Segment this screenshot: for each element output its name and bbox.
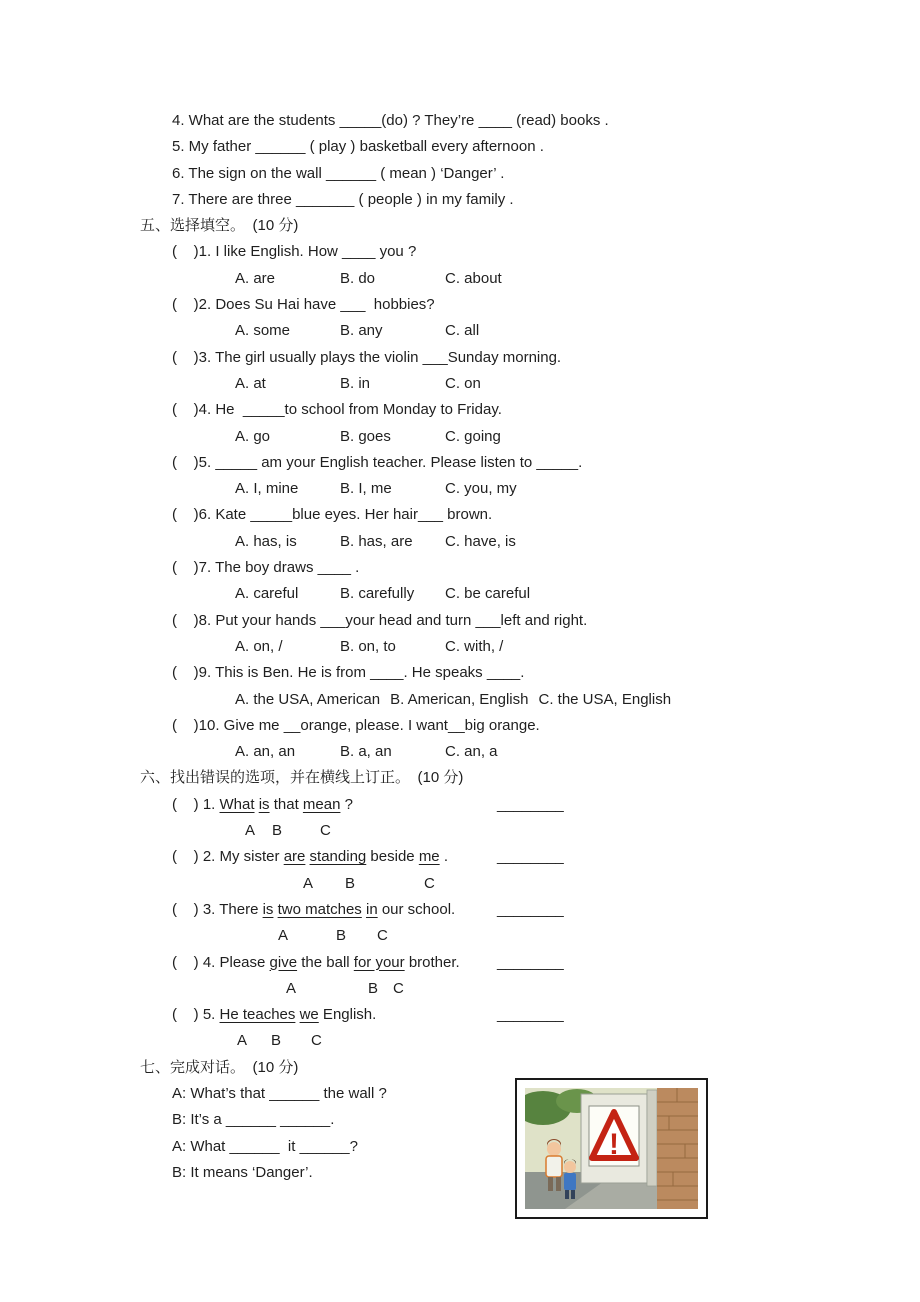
letter-a: A [245,822,256,840]
error-item-5 [0,1002,920,1028]
gate-post [647,1090,657,1186]
segment: the ball [297,953,354,971]
segment: beside [366,848,419,866]
correction-blank: ________ [497,1006,564,1024]
underlined-word: What [219,795,255,813]
underlined-word: standing [309,848,367,866]
dialogue-line-4: B: It means ‘Danger’. [172,1163,313,1181]
option-a: A. an, an [235,743,296,761]
correction-blank: ________ [497,795,564,813]
option-b: B. American, English [390,690,529,708]
choice-options-6 [0,529,920,555]
segment: ? [340,795,353,813]
option-a: A. some [235,322,291,340]
option-a: A. the USA, American [235,690,381,708]
choice-options-9 [0,687,920,713]
abc-row-2 [0,871,920,897]
option-b: B. has, are [340,532,413,550]
letter-b: B [336,927,347,945]
segment: ( ) 2. My sister [172,848,284,866]
letter-a: A [278,927,289,945]
danger-sign-picture [515,1078,708,1219]
underlined-word: are [283,848,306,866]
letter-c: C [424,874,435,892]
abc-row-1 [0,818,920,844]
option-c: C. going [445,427,501,445]
option-a: A. has, is [235,532,297,550]
option-c: C. you, my [445,480,517,498]
letter-b: B [271,1032,282,1050]
option-c: C. the USA, English [538,690,672,708]
option-a: A. I, mine [235,480,299,498]
letter-c: C [311,1032,322,1050]
underlined-word: give [269,953,298,971]
segment: ( ) 1. [172,795,220,813]
letter-b: B [272,822,283,840]
choice-options-7 [0,581,920,607]
option-a: A. are [235,269,276,287]
segment: . [439,848,448,866]
option-b: B. goes [340,427,391,445]
letter-a: A [237,1032,248,1050]
underlined-word: for your [353,953,405,971]
underlined-word: is [258,795,270,813]
segment: ( ) 5. [172,1006,220,1024]
option-b: B. on, to [340,637,396,655]
option-a: A. at [235,374,266,392]
letter-b: B [368,979,379,997]
underlined-word: me [418,848,440,866]
choice-question-10: ( )10. Give me __orange, please. I want__big orange. [172,716,540,734]
choice-options-5 [0,476,920,502]
choice-options-2 [0,318,920,344]
error-item-3 [0,897,920,923]
choice-question-5: ( )5. _____ am your English teacher. Please listen to _____. [172,453,583,471]
choice-question-2: ( )2. Does Su Hai have ___ hobbies? [172,296,435,314]
letter-c: C [320,822,331,840]
segment: ( ) 3. There [172,900,263,918]
option-c: C. an, a [445,743,498,761]
correction-blank: ________ [497,900,564,918]
section6-heading: 六、找出错误的选项，并在横线上订正。 (10 分) [140,769,464,787]
choice-options-3 [0,371,920,397]
segment: our school. [377,900,456,918]
choice-options-10 [0,739,920,765]
fill-blank-item-5: 5. My father ______ ( play ) basketball every afternoon . [172,138,544,156]
abc-row-5 [0,1028,920,1054]
option-b: B. a, an [340,743,392,761]
option-a: A. go [235,427,271,445]
choice-options-8 [0,634,920,660]
letter-c: C [377,927,388,945]
underlined-word: in [365,900,378,918]
exclamation-mark: ! [609,1128,619,1161]
option-c: C. have, is [445,532,516,550]
letter-a: A [286,979,297,997]
letter-a: A [303,874,314,892]
abc-row-4 [0,976,920,1002]
segment: ( ) 4. Please [172,953,270,971]
segment: English. [318,1006,377,1024]
option-a: A. careful [235,585,299,603]
abc-row-3 [0,923,920,949]
option-b: B. do [340,269,376,287]
section5-heading: 五、选择填空。 (10 分) [140,217,299,235]
segment: that [269,795,303,813]
choice-question-9: ( )9. This is Ben. He is from ____. He speaks ____. [172,664,525,682]
option-b: B. I, me [340,480,392,498]
option-c: C. about [445,269,502,287]
choice-question-1: ( )1. I like English. How ____ you ? [172,243,417,261]
dialogue-line-1: A: What’s that ______ the wall ? [172,1084,387,1102]
underlined-word: He teaches [219,1006,296,1024]
brick-wall [657,1088,698,1209]
underlined-word: two matches [277,900,362,918]
choice-options-1 [0,266,920,292]
correction-blank: ________ [497,953,564,971]
danger-sign-illustration [525,1088,698,1209]
option-a: A. on, / [235,637,283,655]
choice-options-4 [0,424,920,450]
letter-c: C [393,979,404,997]
fill-blank-item-7: 7. There are three _______ ( people ) in my family . [172,190,514,208]
letter-b: B [345,874,356,892]
choice-question-6: ( )6. Kate _____blue eyes. Her hair___ brown. [172,506,493,524]
dialogue-line-2: B: It’s a ______ ______. [172,1111,335,1129]
error-item-1 [0,792,920,818]
fill-blank-item-4: 4. What are the students _____(do) ? They’re ____ (read) books . [172,112,609,129]
option-b: B. any [340,322,383,340]
option-b: B. carefully [340,585,415,603]
choice-question-3: ( )3. The girl usually plays the violin ___Sunday morning. [172,348,562,366]
error-item-4 [0,950,920,976]
choice-question-4: ( )4. He _____to school from Monday to Friday. [172,401,502,419]
underlined-word: is [262,900,274,918]
dialogue-line-3: A: What ______ it ______? [172,1137,358,1155]
underlined-word: mean [302,795,341,813]
choice-question-7: ( )7. The boy draws ____ . [172,559,360,577]
section7-heading: 七、完成对话。 (10 分) [140,1058,299,1076]
underlined-word: we [299,1006,319,1024]
option-c: C. all [445,322,480,340]
option-c: C. with, / [445,637,504,655]
segment: brother. [404,953,460,971]
error-item-2 [0,844,920,870]
fill-blank-item-6: 6. The sign on the wall ______ ( mean ) ‘Danger’ . [172,164,505,182]
choice-question-8: ( )8. Put your hands ___your head and turn ___left and right. [172,611,588,629]
option-c: C. be careful [445,585,531,603]
option-b: B. in [340,374,371,392]
option-c: C. on [445,374,481,392]
correction-blank: ________ [497,848,564,866]
